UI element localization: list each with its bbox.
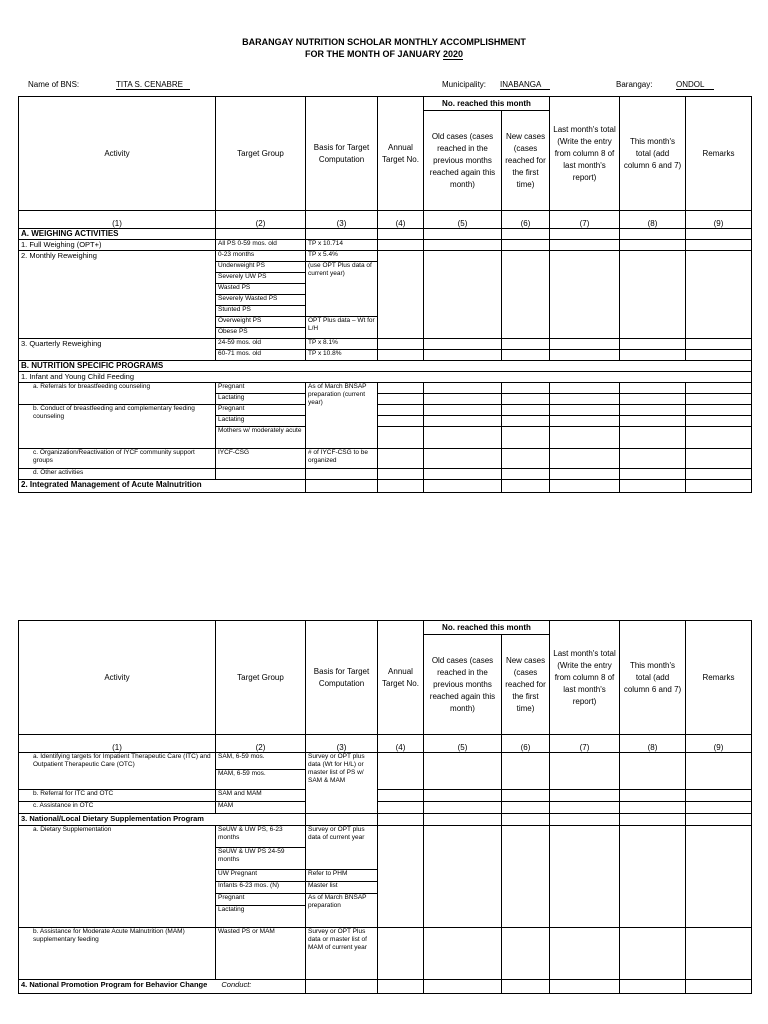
col-basis-2: Basis for Target Computation [306,621,378,735]
row-imam: 2. Integrated Management of Acute Malnutrition [19,480,306,493]
col-remarks: Remarks [686,97,752,211]
basis-monthly-2: (use OPT Plus data of current year) [306,262,378,317]
bns-name-label: Name of BNS: [28,80,80,89]
tg-lactating-3: Lactating [216,906,306,928]
accomplishment-table-2 [18,620,752,994]
barangay-value: ONDOL [676,80,714,90]
basis-dietary-3: Master list [306,882,378,894]
row-iycf-csg: c. Organization/Reactivation of IYCF community support groups [19,449,216,469]
basis-imam: Survey or OPT plus data (Wt for H/L) or master list of PS w/ SAM & MAM [306,753,378,814]
tg-wasted-ps-mam: Wasted PS or MAM [216,928,306,980]
row-mam-supplementary: b. Assistance for Moderate Acute Malnutrition (MAM) supplementary feeding [19,928,216,980]
col-num-2: (2) [216,211,306,229]
section-behavior-change [19,980,306,994]
subtitle-prefix: FOR THE MONTH OF JANUARY [304,49,441,59]
tg-all-ps: All PS 0-59 mos. old [216,240,306,251]
subtitle-year: 2020 [443,49,464,59]
col-num-9: (9) [686,211,752,229]
tg-lactating-1: Lactating [216,394,306,405]
col-activity-2: Activity [19,621,216,735]
basis-monthly-3: OPT Plus data – Wt for L/H [306,317,378,339]
document-title: BARANGAY NUTRITION SCHOLAR MONTHLY ACCOMPLISHMENT [242,37,526,47]
basis-monthly-1: TP x 5.4% [306,251,378,262]
behavior-change-title: 4. National Promotion Program for Behavior Change [21,980,208,989]
tg-sam: SAM, 6-59 mos. [216,753,306,770]
col2-num-5: (5) [424,735,502,753]
tg-lactating-2: Lactating [216,416,306,427]
basis-quarterly-2: TP x 10.8% [306,350,378,361]
tg-obese: Obese PS [216,328,306,339]
row-referral-itc-otc: b. Referral for ITC and OTC [19,790,216,802]
tg-severely-uw: Severely UW PS [216,273,306,284]
col-num-6: (6) [502,211,550,229]
col-num-5: (5) [424,211,502,229]
tg-pregnant-1: Pregnant [216,383,306,394]
tg-24-59-mos: 24-59 mos. old [216,339,306,350]
col-remarks-2: Remarks [686,621,752,735]
accomplishment-table-1 [18,96,752,493]
row-identifying-targets: a. Identifying targets for Impatient Therapeutic Care (ITC) and Outpatient Therapeutic Care (OTC) [19,753,216,790]
section-dietary-supplementation: 3. National/Local Dietary Supplementation Program [19,814,306,826]
row-conduct-breastfeeding: b. Conduct of breastfeeding and complementary feeding counseling [19,405,216,449]
row-dietary-supplementation: a. Dietary Supplementation [19,826,216,928]
tg-wasted: Wasted PS [216,284,306,295]
col-old-cases: Old cases (cases reached in the previous months reached again this month) [424,111,502,211]
tg-seuw-6-23: SeUW & UW PS, 6-23 months [216,826,306,848]
row-assistance-otc: c. Assistance in OTC [19,802,216,814]
document-subtitle [0,49,768,59]
section-nutrition-specific: B. NUTRITION SPECIFIC PROGRAMS [19,361,752,372]
bns-name-value: TITA S. CENABRE [116,80,190,90]
basis-iycf: As of March BNSAP preparation (current year) [306,383,378,449]
tg-0-23-months: 0-23 months [216,251,306,262]
behavior-change-conduct: Conduct: [221,980,252,989]
col-num-1: (1) [19,211,216,229]
col2-num-6: (6) [502,735,550,753]
row-referrals-breastfeeding: a. Referrals for breastfeeding counseling [19,383,216,405]
col-annual-target: Annual Target No. [378,97,424,211]
basis-full-weighing: TP x 10.714 [306,240,378,251]
tg-mam: MAM, 6-59 mos. [216,770,306,790]
row-iycf: 1. Infant and Young Child Feeding [19,372,752,383]
col2-num-8: (8) [620,735,686,753]
tg-iycf-csg: IYCF-CSG [216,449,306,469]
tg-pregnant-3: Pregnant [216,894,306,906]
tg-uw-pregnant: UW Pregnant [216,870,306,882]
basis-quarterly-1: TP x 8.1% [306,339,378,350]
col-old-cases-2: Old cases (cases reached in the previous months reached again this month) [424,635,502,735]
col-reached-2: No. reached this month [424,621,550,635]
col2-num-9: (9) [686,735,752,753]
col2-num-7: (7) [550,735,620,753]
col-target-group: Target Group [216,97,306,211]
col-last-month: Last month's total (Write the entry from column 8 of last month's report) [550,97,620,211]
row-full-weighing: 1. Full Weighing (OPT+) [19,240,216,251]
col-target-group-2: Target Group [216,621,306,735]
col-last-month-2: Last month's total (Write the entry from column 8 of last month's report) [550,621,620,735]
col-this-month-2: This month's total (add column 6 and 7) [620,621,686,735]
barangay-label: Barangay: [616,80,653,89]
col2-num-3: (3) [306,735,378,753]
tg-infants-6-23: Infants 6-23 mos. (N) [216,882,306,894]
row-quarterly-reweighing: 3. Quarterly Reweighing [19,339,216,361]
tg-underweight: Underweight PS [216,262,306,273]
basis-mam-supplementary: Survey or OPT Plus data or master list of MAM of current year [306,928,378,980]
tg-sam-and-mam: SAM and MAM [216,790,306,802]
col2-num-4: (4) [378,735,424,753]
col-basis: Basis for Target Computation [306,97,378,211]
col-num-8: (8) [620,211,686,229]
col-activity: Activity [19,97,216,211]
basis-dietary-4: As of March BNSAP preparation [306,894,378,928]
col2-num-1: (1) [19,735,216,753]
col-num-3: (3) [306,211,378,229]
col-annual-target-2: Annual Target No. [378,621,424,735]
section-weighing: A. WEIGHING ACTIVITIES [19,229,216,240]
row-monthly-reweighing: 2. Monthly Reweighing [19,251,216,339]
col-new-cases-2: New cases (cases reached for the first time) [502,635,550,735]
tg-mam-2: MAM [216,802,306,814]
row-other-activities: d. Other activities [19,469,216,480]
municipality-label: Municipality: [442,80,487,89]
basis-iycf-csg: # of IYCF-CSG to be organized [306,449,378,469]
col-num-7: (7) [550,211,620,229]
tg-overweight: Overweight PS [216,317,306,328]
col-new-cases: New cases (cases reached for the first time) [502,111,550,211]
col-this-month: This month's total (add column 6 and 7) [620,97,686,211]
tg-severely-wasted: Severely Wasted PS [216,295,306,306]
tg-seuw-24-59: SeUW & UW PS 24-59 months [216,848,306,870]
col-num-4: (4) [378,211,424,229]
tg-60-71-mos: 60-71 mos. old [216,350,306,361]
tg-pregnant-2: Pregnant [216,405,306,416]
municipality-value: INABANGA [500,80,550,90]
col2-num-2: (2) [216,735,306,753]
tg-mothers-moderately-acute: Mothers w/ moderately acute [216,427,306,449]
col-reached: No. reached this month [424,97,550,111]
basis-dietary-1: Survey or OPT plus data of current year [306,826,378,870]
basis-dietary-2: Refer to PHM [306,870,378,882]
tg-stunted: Stunted PS [216,306,306,317]
